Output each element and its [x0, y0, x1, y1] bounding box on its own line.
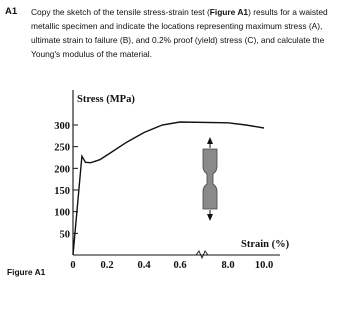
- x-tick-label: 8.0: [221, 260, 235, 271]
- question-number: A1: [5, 6, 18, 17]
- y-tick-label: 150: [54, 186, 70, 197]
- x-ticks: [70, 260, 273, 271]
- y-ticks: [54, 121, 78, 240]
- question-text-start: Copy the sketch of the tensile stress-strain test (: [31, 7, 210, 17]
- stress-strain-curve: [73, 122, 264, 255]
- x-tick-label: 10.0: [254, 260, 274, 271]
- specimen-icon: [203, 137, 217, 221]
- y-tick-label: 50: [59, 229, 70, 241]
- x-tick-label: 0: [70, 260, 76, 271]
- x-tick-label: 0.4: [137, 260, 151, 271]
- y-tick-label: 200: [54, 164, 70, 176]
- y-tick-label: 250: [54, 142, 70, 154]
- figure-reference: Figure A1: [209, 7, 249, 17]
- y-tick-label: 100: [54, 207, 70, 219]
- x-tick-label: 0.6: [173, 260, 187, 271]
- x-tick-label: 0.2: [100, 260, 114, 271]
- y-axis-title: Stress (MPa): [77, 94, 135, 105]
- y-tick-label: 300: [54, 121, 70, 132]
- x-axis-title: Strain (%): [241, 239, 290, 250]
- question-text-end: ) results for a waisted metallic specimen and indicate the locations representing maximum stress (A), ultimate strain to failure (B), and 0.2% proof (yield) stress (C), and calculate the Young's modulus of the material.: [31, 7, 328, 59]
- figure-label: Figure A1: [7, 267, 46, 277]
